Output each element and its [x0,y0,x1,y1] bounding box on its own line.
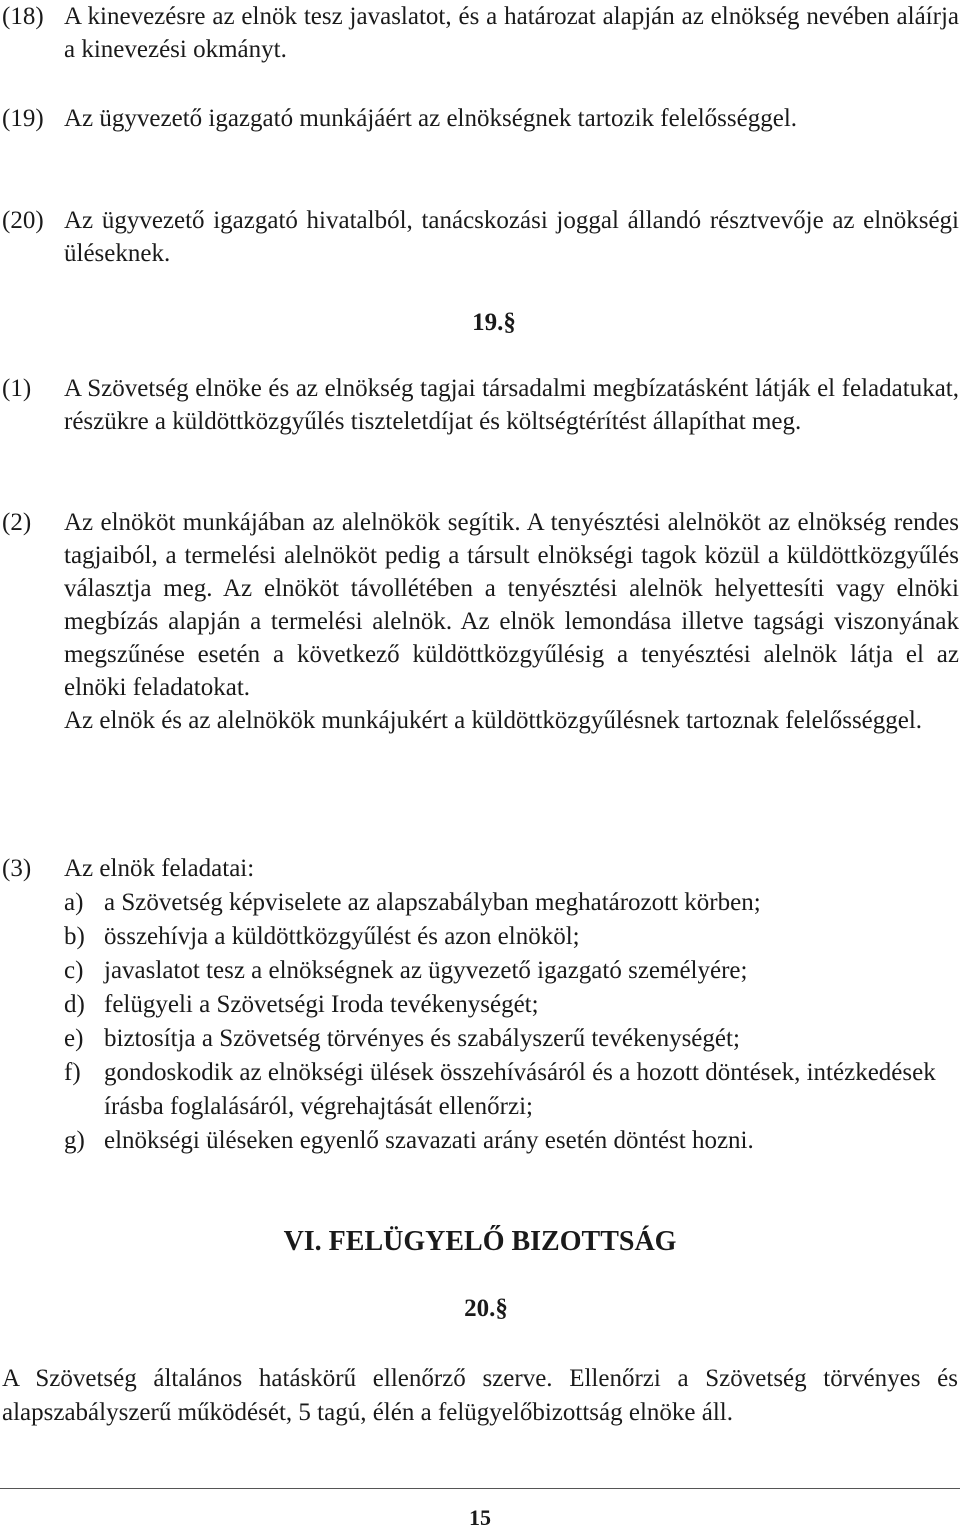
paragraph-text: Az ügyvezető igazgató hivatalból, tanácskozási joggal állandó résztvevője az elnökségi üléseknek. [64,207,959,267]
paragraph-text: A Szövetség elnöke és az elnökség tagjai társadalmi megbízatásként látják el feladatukat, részükre a küldöttközgyűlés tiszteletdíjat és költségtérítést állapíthat meg. [64,375,959,435]
section-19-paragraph-2 [0,506,960,737]
paragraph-19 [0,102,960,135]
list-item [64,954,944,988]
paragraph-number: (2) [2,509,32,536]
list-item-label: c) [64,957,84,984]
paragraph-text: Az ügyvezető igazgató munkájáért az elnökségnek tartozik felelősséggel. [64,105,798,132]
list-item-label: a) [64,889,84,916]
paragraph-number: (19) [2,105,44,132]
paragraph-text: Az elnököt munkájában az alelnökök segítik. A tenyésztési alelnököt az elnökség rendes tagjaiból, a termelési alelnököt pedig a társult elnökségi tagok közül a küldöttközgyűlés választja meg. Az elnököt távollétében a tenyésztési alelnök helyettesíti vagy elnöki megbízás alapján a termelési alelnök. Az elnök lemondása illetve tagsági viszonyának megszűnése esetén a következő küldöttközgyűlésig a tenyésztési alelnök látja el az elnöki feladatokat. [64,509,959,701]
list-item-label: e) [64,1025,84,1052]
section-19-title: 19.§ [472,309,516,336]
list-item [64,988,944,1022]
section-19-paragraph-3 [0,852,960,885]
list-item-label: d) [64,991,85,1018]
paragraph-number: (3) [2,855,32,882]
list-item-text: gondoskodik az elnökségi ülések összehívásáról és a hozott döntések, intézkedések írásba foglalásáról, végrehajtását ellenőrzi; [104,1059,936,1120]
chapter-title: VI. FELÜGYELŐ BIZOTTSÁG [283,1226,677,1257]
list-item [64,920,944,954]
list-item-label: g) [64,1127,85,1154]
section-20-text: A Szövetség általános hatáskörű ellenőrző szerve. Ellenőrzi a Szövetség törvényes és alapszabályszerű működését, 5 tagú, élén a felügyelőbizottság elnöke áll. [2,1365,958,1426]
list-item-label: f) [64,1059,81,1086]
paragraph-number: (1) [2,375,32,402]
list-item-label: b) [64,923,85,950]
section-20-title: 20.§ [464,1295,508,1322]
paragraph-20 [0,204,960,270]
list-item-text: biztosítja a Szövetség törvényes és szabályszerű tevékenységét; [104,1025,740,1052]
list-item [64,1056,944,1124]
list-item-text: elnökségi üléseken egyenlő szavazati arány esetén döntést hozni. [104,1127,754,1154]
paragraph-number: (18) [2,3,44,30]
list-item [64,1124,944,1158]
list-item [64,1022,944,1056]
list-item [64,886,944,920]
list-item-text: felügyeli a Szövetségi Iroda tevékenységét; [104,991,539,1018]
footer-divider [0,1488,960,1489]
section-19-paragraph-1 [0,372,960,438]
list-item-text: a Szövetség képviselete az alapszabályban meghatározott körben; [104,889,761,916]
paragraph-18 [0,0,960,66]
list-item-text: javaslatot tesz a elnökségnek az ügyvezető igazgató személyére; [104,957,748,984]
page-number: 15 [469,1505,491,1530]
president-duties-list [64,886,944,1158]
paragraph-text-continued: Az elnök és az alelnökök munkájukért a küldöttközgyűlésnek tartoznak felelősséggel. [64,707,923,734]
paragraph-intro: Az elnök feladatai: [64,855,255,882]
list-item-text: összehívja a küldöttközgyűlést és azon elnököl; [104,923,580,950]
paragraph-text: A kinevezésre az elnök tesz javaslatot, és a határozat alapján az elnökség nevében aláírja a kinevezési okmányt. [64,3,959,63]
paragraph-number: (20) [2,207,44,234]
